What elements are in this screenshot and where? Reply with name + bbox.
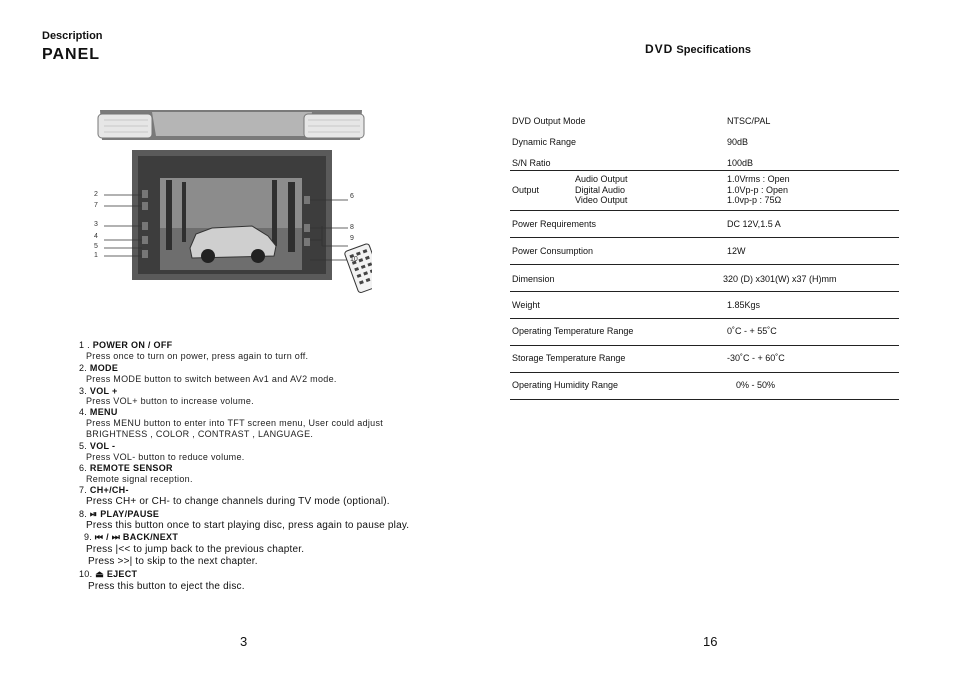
instruction-heading <box>79 463 173 473</box>
table-divider <box>510 291 899 292</box>
callout-number: 7 <box>94 202 98 209</box>
instruction-text: Press VOL+ button to increase volume. <box>86 396 254 406</box>
spec-label: Power Requirements <box>512 219 597 229</box>
table-divider <box>510 399 899 400</box>
spec-value: -30˚C - + 60˚C <box>727 353 785 363</box>
instruction-title: VOL - <box>89 441 116 451</box>
instruction-heading <box>79 485 129 495</box>
instruction-title: POWER ON / OFF <box>92 340 173 350</box>
instruction-title: MODE <box>89 363 119 373</box>
instruction-number: 6. <box>79 463 88 473</box>
instruction-heading <box>79 407 118 417</box>
page-number-left: 3 <box>240 634 248 649</box>
spec-value: 320 (D) x301(W) x37 (H)mm <box>723 274 837 284</box>
instruction-title: PLAY/PAUSE <box>100 509 160 519</box>
instruction-text: Press |<< to jump back to the previous chapter. <box>86 544 305 555</box>
instruction-number: 1 . <box>79 340 90 350</box>
callout-number: 1 <box>94 252 98 259</box>
spec-label: S/N Ratio <box>512 158 551 168</box>
instruction-heading <box>84 532 178 543</box>
section-heading: Description <box>42 30 103 42</box>
instruction-heading <box>79 363 118 373</box>
table-divider <box>510 345 899 346</box>
callout-number: 10 <box>350 256 358 263</box>
instruction-number: 4. <box>79 407 88 417</box>
spec-label: Power Consumption <box>512 246 594 256</box>
instruction-title: EJECT <box>106 569 138 579</box>
spec-value: 1.0vp-p : 75Ω <box>727 195 782 205</box>
instruction-text: Press once to turn on power, press again to turn off. <box>86 351 309 361</box>
spec-value: DC 12V,1.5 A <box>727 219 781 229</box>
instruction-title: MENU <box>89 407 118 417</box>
callout-number: 9 <box>350 235 354 242</box>
spec-value: 1.0Vrms : Open <box>727 174 790 184</box>
spec-label: Weight <box>512 300 540 310</box>
instruction-text: BRIGHTNESS , COLOR , CONTRAST , LANGUAGE. <box>86 429 314 439</box>
instruction-number: 8. <box>79 509 88 519</box>
spec-value: 12W <box>727 246 746 256</box>
panel-device-illustration <box>92 100 372 310</box>
page-number-right: 16 <box>703 634 718 649</box>
spec-label: Storage Temperature Range <box>512 353 626 363</box>
instruction-heading <box>79 441 115 451</box>
instruction-title: BACK/NEXT <box>122 532 179 542</box>
spec-label: Dynamic Range <box>512 137 577 147</box>
instruction-number: 3. <box>79 386 88 396</box>
instruction-title: VOL + <box>89 386 118 396</box>
callout-number: 8 <box>350 224 354 231</box>
instruction-heading <box>79 386 118 396</box>
spec-label: Output <box>512 185 540 195</box>
instruction-text: Press >>| to skip to the next chapter. <box>88 556 258 567</box>
spec-sublabel: Digital Audio <box>575 184 626 195</box>
spec-label: Dimension <box>512 274 555 284</box>
spec-value: NTSC/PAL <box>727 116 771 126</box>
instruction-number: 7. <box>79 485 88 495</box>
spec-label: Operating Temperature Range <box>512 326 634 336</box>
instruction-heading <box>79 569 137 580</box>
instruction-text: Remote signal reception. <box>86 474 193 484</box>
table-divider <box>510 264 899 265</box>
callout-number: 3 <box>94 221 98 228</box>
page-title: PANEL <box>42 46 101 63</box>
table-divider <box>510 210 899 211</box>
table-divider <box>510 372 899 373</box>
spec-value: 100dB <box>727 158 754 168</box>
callout-number: 5 <box>94 243 98 250</box>
instruction-heading <box>79 340 172 350</box>
callout-number: 4 <box>94 233 98 240</box>
instruction-text: Press this button to eject the disc. <box>88 581 245 592</box>
instruction-heading <box>79 509 159 520</box>
specifications-title <box>645 42 751 56</box>
instruction-text: Press MENU button to enter into TFT screen menu, User could adjust <box>86 418 384 428</box>
control-icon: ⏮ / ⏭ <box>92 532 123 542</box>
instruction-text: Press VOL- button to reduce volume. <box>86 452 245 462</box>
callout-number: 6 <box>350 193 354 200</box>
instruction-title: REMOTE SENSOR <box>89 463 173 473</box>
table-divider <box>510 170 899 171</box>
instruction-text: Press CH+ or CH- to change channels during TV mode (optional). <box>86 496 390 507</box>
spec-value: 0% - 50% <box>736 380 776 390</box>
table-divider <box>510 237 899 238</box>
spec-label: DVD Output Mode <box>512 116 586 126</box>
spec-title-prefix: DVD <box>645 42 674 56</box>
instruction-number: 2. <box>79 363 88 373</box>
instruction-text: Press this button once to start playing disc, press again to pause play. <box>86 520 410 531</box>
instruction-number: 9. <box>84 532 93 542</box>
instruction-text: Press MODE button to switch between Av1 and AV2 mode. <box>86 374 337 384</box>
spec-value: 0˚C - + 55˚C <box>727 326 777 336</box>
control-icon: ⏏ <box>92 569 107 579</box>
spec-value: 1.85Kgs <box>727 300 761 310</box>
callout-number: 2 <box>94 191 98 198</box>
spec-sublabel: Video Output <box>575 195 628 205</box>
spec-value: 90dB <box>727 137 749 147</box>
spec-sublabel: Audio Output <box>575 174 628 184</box>
instruction-title: CH+/CH- <box>89 485 129 495</box>
instruction-number: 10. <box>79 569 93 579</box>
spec-value: 1.0Vp-p : Open <box>727 184 789 195</box>
spec-label: Operating Humidity Range <box>512 380 619 390</box>
table-divider <box>510 318 899 319</box>
spec-title-word: Specifications <box>676 44 751 56</box>
control-icon: ⏯ <box>87 509 101 519</box>
instruction-number: 5. <box>79 441 88 451</box>
